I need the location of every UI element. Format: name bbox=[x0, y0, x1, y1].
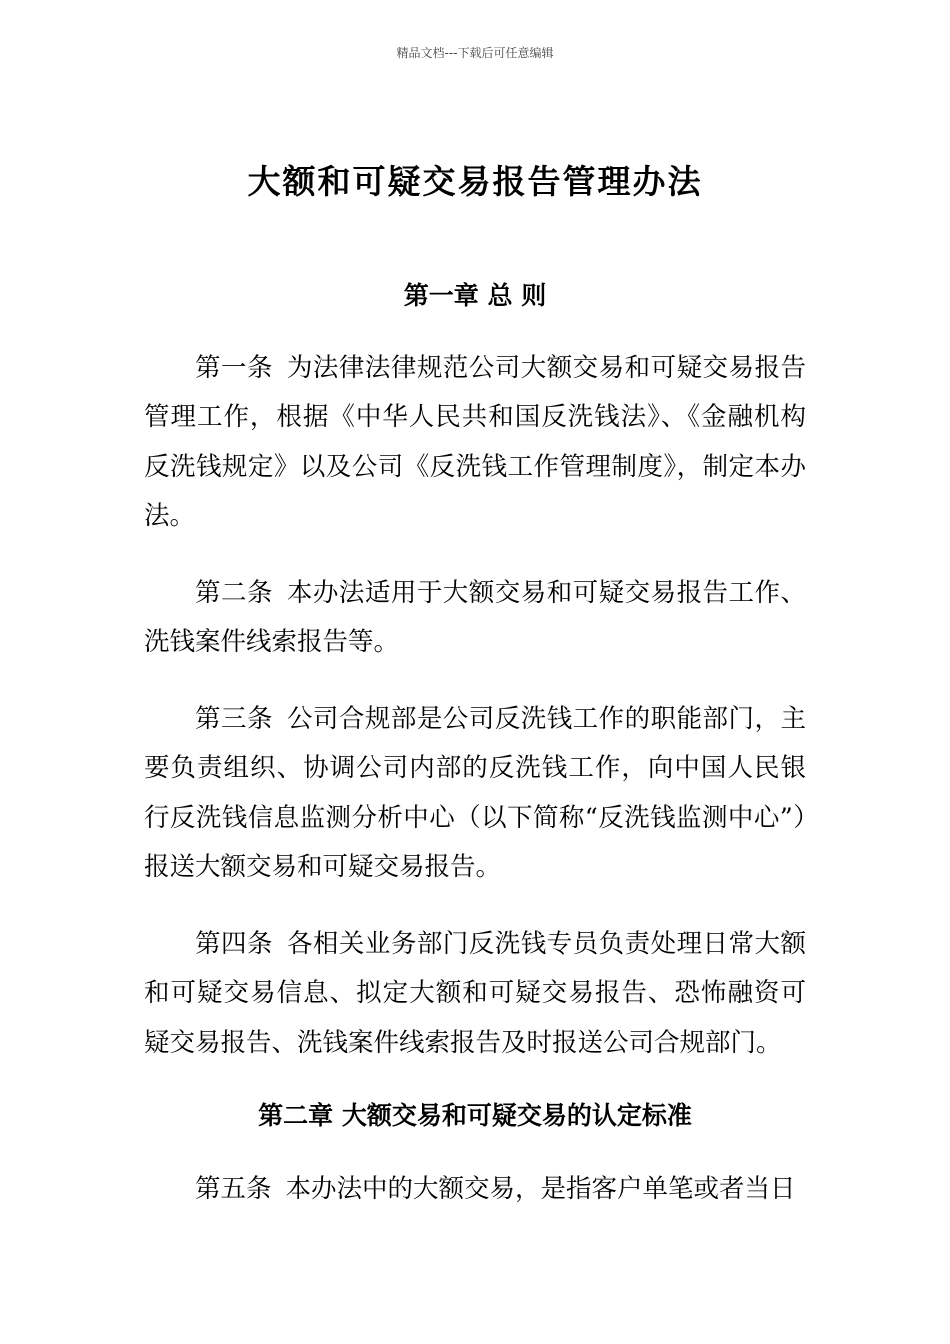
document-title: 大额和可疑交易报告管理办法 bbox=[247, 162, 703, 201]
page-header: 精品文档---下载后可任意编辑 bbox=[396, 46, 554, 60]
article-text: 本办法中的大额交易，是指客户单笔或者当日 bbox=[285, 1174, 796, 1204]
article-number: 第四条 bbox=[195, 929, 273, 959]
article-number: 第三条 bbox=[195, 704, 273, 734]
chapter-heading-2: 第二章 大额交易和可疑交易的认定标准 bbox=[258, 1101, 692, 1130]
article-4 bbox=[144, 920, 806, 1068]
article-number: 第二条 bbox=[195, 578, 273, 608]
article-3 bbox=[144, 695, 806, 892]
chapter-heading-1: 第一章 总 则 bbox=[403, 281, 547, 310]
article-number: 第五条 bbox=[195, 1174, 272, 1204]
article-number: 第一条 bbox=[195, 353, 273, 383]
article-text: 为法律法律规范公司大额交易和可疑交易报告管理工作，根据《中华人民共和国反洗钱法》、《金融机构反洗钱规定》以及公司《反洗钱工作管理制度》，制定本办法。 bbox=[144, 353, 806, 531]
article-2 bbox=[144, 569, 806, 668]
article-1 bbox=[144, 344, 806, 541]
article-5 bbox=[144, 1165, 806, 1214]
article-text: 本办法适用于大额交易和可疑交易报告工作、洗钱案件线索报告等。 bbox=[144, 578, 806, 658]
article-text: 各相关业务部门反洗钱专员负责处理日常大额和可疑交易信息、拟定大额和可疑交易报告、恐怖融资可疑交易报告、洗钱案件线索报告及时报送公司合规部门。 bbox=[144, 929, 806, 1058]
article-text: 公司合规部是公司反洗钱工作的职能部门，主要负责组织、协调公司内部的反洗钱工作，向中国人民银行反洗钱信息监测分析中心（以下简称“反洗钱监测中心”）报送大额交易和可疑交易报告。 bbox=[144, 704, 806, 882]
